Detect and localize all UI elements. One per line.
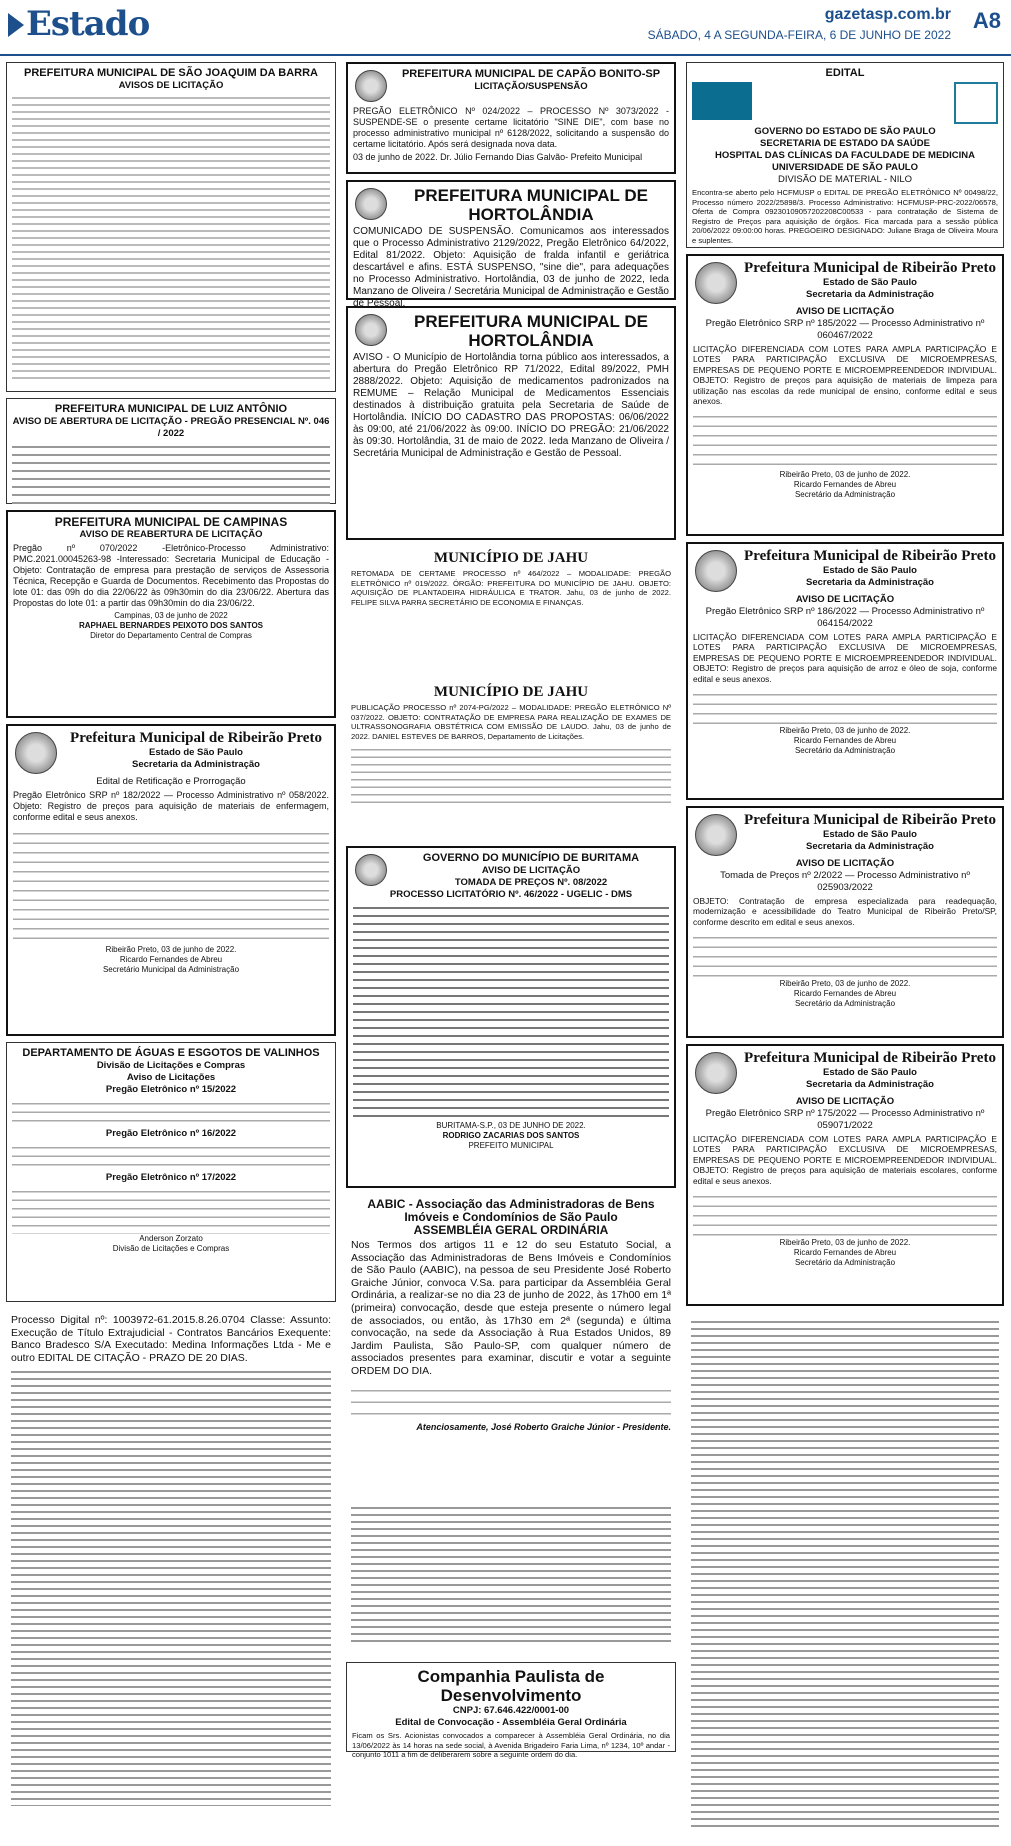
campinas-notice	[6, 510, 336, 718]
notice-body-filler	[12, 1140, 330, 1172]
notice-title: Prefeitura Municipal de Ribeirão Preto	[744, 812, 996, 828]
notice-process: Pregão Eletrônico SRP nº 185/2022 — Processo Administrativo nº 060467/2022	[705, 318, 985, 341]
signatory-role: Secretário Municipal da Administração	[102, 965, 240, 974]
ribeirao-preto-notice-2	[686, 254, 1004, 536]
signatory-role: Secretário da Administração	[794, 999, 896, 1009]
ribeirao-crest-icon	[15, 732, 57, 774]
notice-state: Estado de São Paulo	[823, 565, 917, 576]
notice-subtitle: Edital de Retificação e Prorrogação	[96, 776, 246, 787]
notice-subtitle: EDITAL	[825, 67, 865, 79]
signatory-role: PREFEITO MUNICIPAL	[468, 1141, 554, 1150]
edition-date: SÁBADO, 4 A SEGUNDA-FEIRA, 6 DE JUNHO DE 2022	[647, 28, 951, 42]
notice-title: DEPARTAMENTO DE ÁGUAS E ESGOTOS DE VALINHOS	[22, 1047, 320, 1059]
notice-body: Pregão Eletrônico SRP nº 182/2022 — Processo Administrativo nº 058/2022. Objeto: Registro de preços para aquisição de materiais de enfermagem, conforme edital e seus anexos.	[13, 790, 329, 822]
hc-gov: GOVERNO DO ESTADO DE SÃO PAULO	[754, 126, 936, 137]
notice-secretariat: Secretaria da Administração	[806, 841, 934, 852]
notice-body: AVISO - O Município de Hortolândia torna público aos interessados, a abertura do Pregão Eletrônico RP 71/2022, Edital 89/2022, PMH 2888/2022. Objeto: Aquisição de medicamentos padronizados na REMUME – Relação Municipal de Medicamentos Essenciais destinados à distribuição gratuita pela Secretaria de Saúde de Hortolândia. INÍCIO DO CADASTRO DAS PROPOSTAS: 06/06/2022 às 09:00, até 21/06/2022 às 09:00. INÍCIO DO PREGÃO: 21/06/2022 às 09:30. Hortolândia, 31 de maio de 2022. Ieda Manzano de Oliveira / Secretária Municipal de Administração e Gestão de Pessoal.	[353, 352, 669, 459]
cpd-notice	[346, 1662, 676, 1760]
notice-title: PREFEITURA MUNICIPAL DE HORTOLÂNDIA	[414, 186, 648, 224]
notice-subtitle-2: TOMADA DE PREÇOS Nº. 08/2022	[454, 877, 608, 888]
hc-fmusp-edital	[686, 62, 1004, 248]
notice-body-filler	[11, 1366, 331, 1806]
site-url: gazetasp.com.br	[824, 6, 951, 23]
notice-body-filler	[12, 92, 330, 382]
buritama-notice	[346, 846, 676, 1188]
notice-process: Pregão Eletrônico SRP nº 175/2022 — Processo Administrativo nº 059071/2022	[705, 1108, 985, 1131]
column-2	[346, 62, 676, 1780]
notice-body-filler	[12, 1096, 330, 1128]
signatory-role: Secretário da Administração	[794, 490, 896, 500]
notice-title: MUNICÍPIO DE JAHU	[433, 550, 589, 566]
notice-body: COMUNICADO DE SUSPENSÃO. Comunicamos aos interessados que o Processo Administrativo 2129/2022, Pregão Eletrônico 64/2022, Edital 81/2022. Objeto: Aquisição de fralda infantil e geriátrica descartável e afins. ESTÁ SUSPENSO, "sine die", para adequações no Processo Administrativo. Hortolândia, 03 de junho de 2022, Ieda Manzano de Oliveira / Secretária Municipal de Administração e Gestão de Pessoal.	[353, 226, 669, 309]
pregao-16: Pregão Eletrônico nº 16/2022	[105, 1128, 237, 1139]
capao-bonito-notice	[346, 62, 676, 174]
buritama-crest-icon	[355, 854, 387, 886]
signatory: RODRIGO ZACARIAS DOS SANTOS	[442, 1131, 580, 1140]
notice-body-filler	[12, 1184, 330, 1234]
notice-title: Prefeitura Municipal de Ribeirão Preto	[70, 730, 322, 746]
notice-body: RETOMADA DE CERTAME PROCESSO nº 464/2022 – MODALIDADE: PREGÃO ELETRÔNICO nº 019/2022. ÓRGÃO: PREFEITURA DO MUNICÍPIO DE JAHU. OBJETO: AQUISIÇÃO DE PLANTADEIRA HIDRÁULICA E TRATOR. Jahu, 03 de junho de 2022. FELIPE SILVA PARRA SECRETÁRIO DE ECONOMIA E FINANÇAS.	[351, 569, 671, 607]
notice-body: Encontra-se aberto pelo HCFMUSP o EDITAL DE PREGÃO ELETRÔNICO Nº 00498/22, Processo número 2022/25898/3. Processo Administrativo: HCFMUSP-PRC-2022/06578, Oferta de Compra 09230109057202208C00533 - para contratação de Sistema de Registro de Preços para aquisição de órgãos. Fica marcada para a sessão pública 20/06/2022 09:00:00 horas. PREGOEIRO DESIGNADO: Juliane Braga de Oliveira Moura e suplentes.	[692, 188, 998, 245]
notice-body-filler	[353, 901, 669, 1121]
notice-process: Pregão Eletrônico SRP nº 186/2022 — Processo Administrativo nº 064154/2022	[705, 606, 985, 629]
hc-sec: SECRETARIA DE ESTADO DA SAÚDE	[760, 138, 930, 149]
ribeirao-crest-icon	[695, 262, 737, 304]
signatory: Ricardo Fernandes de Abreu	[793, 1248, 897, 1258]
notice-subtitle: Edital de Convocação - Assembléia Geral Ordinária	[395, 1717, 627, 1728]
processo-digital-notice	[6, 1308, 336, 1846]
notice-secretariat: Secretaria da Administração	[806, 1079, 934, 1090]
pregao-15: Pregão Eletrônico nº 15/2022	[105, 1084, 237, 1095]
notice-subtitle: AVISO DE ABERTURA DE LICITAÇÃO - PREGÃO PRESENCIAL Nº. 046 / 2022	[12, 416, 330, 439]
notice-body: Pregão nº 070/2022 -Eletrônico-Processo Administrativo: PMC.2021.00045263-98 -Interessado: Secretaria Municipal de Educação -Objeto: Contratação de empresa para prestação de serviços de Assessoria Técnica, Recepção e Guarda de Documentos. Recebimento das Propostas do lote 01: das 09h do dia 22/06/22 às 09h30min do dia 23/06/22. Abertura das Propostas do lote 01: a partir das 09h30min do dia 23/06/22.	[13, 543, 329, 608]
signatory-role: Diretor do Departamento Central de Compras	[90, 631, 252, 640]
notice-subtitle: AVISO DE LICITAÇÃO	[795, 306, 895, 317]
signatory-role: Secretário da Administração	[794, 746, 896, 756]
notice-subtitle: AVISO DE LICITAÇÃO	[795, 858, 895, 869]
notice-body-filler	[12, 440, 330, 506]
notice-title: AABIC - Associação das Administradoras de Bens Imóveis e Condomínios de São Paulo	[367, 1197, 655, 1224]
notice-date: Ribeirão Preto, 03 de junho de 2022.	[779, 470, 911, 480]
column-1	[6, 62, 336, 1780]
signatory: Ricardo Fernandes de Abreu	[793, 480, 897, 490]
notice-subtitle: ASSEMBLÉIA GERAL ORDINÁRIA	[413, 1223, 609, 1237]
notice-body-filler	[351, 743, 671, 803]
notice-title: Prefeitura Municipal de Ribeirão Preto	[744, 260, 996, 276]
notice-state: Estado de São Paulo	[823, 829, 917, 840]
notice-body: PREGÃO ELETRÔNICO Nº 024/2022 – PROCESSO Nº 3073/2022 - SUSPENDE-SE o presente certame licitatório "SINE DIE", com base no processo administrativo municipal nº 6128/2022, solicitando a suspensão do certame licitatório. Após será designada nova data.	[353, 106, 669, 149]
signatory: Atenciosamente, José Roberto Graiche Júnior - Presidente.	[416, 1421, 671, 1432]
logo-arrow-icon	[8, 13, 24, 37]
notice-date: Ribeirão Preto, 03 de junho de 2022.	[779, 1238, 911, 1248]
notice-body-filler	[13, 825, 329, 945]
notice-title: PREFEITURA MUNICIPAL DE CAMPINAS	[54, 515, 288, 529]
notice-subtitle: AVISO DE LICITAÇÃO	[481, 865, 581, 876]
ribeirao-preto-notice-4	[686, 806, 1004, 1038]
notice-title: PREFEITURA MUNICIPAL DE CAPÃO BONITO-SP	[401, 68, 661, 80]
notice-body-filler	[691, 1316, 999, 1831]
hc-div: DIVISÃO DE MATERIAL - NILO	[777, 174, 913, 185]
ribeirao-preto-notice-1	[6, 724, 336, 1036]
notice-title: Prefeitura Municipal de Ribeirão Preto	[744, 1050, 996, 1066]
notice-subtitle: AVISOS DE LICITAÇÃO	[118, 80, 224, 91]
sp-government-logo-icon	[692, 82, 752, 120]
notice-date: Campinas, 03 de junho de 2022	[114, 611, 228, 620]
notice-process: Tomada de Preços nº 2/2022 — Processo Administrativo nº 025903/2022	[720, 870, 970, 893]
notice-title: PREFEITURA MUNICIPAL DE LUIZ ANTÔNIO	[54, 403, 288, 415]
notice-title: Prefeitura Municipal de Ribeirão Preto	[744, 548, 996, 564]
page-number: A8	[972, 8, 1001, 33]
notice-subtitle-3: PROCESSO LICITATÓRIO Nº. 46/2022 - UGELIC - DMS	[389, 889, 633, 900]
notice-body: Nos Termos dos artigos 11 e 12 do seu Estatuto Social, a Associação das Administradoras de Bens Imóveis e Condomínios de São Paulo (AABIC), na pessoa de seu Presidente José Roberto Graiche Júnior, convoca V.Sa. para participar da Assembléia Geral Ordinária, a realizar-se no dia 23 de junho de 2022, às 17h00 em 1ª (primeira) convocação, desde que esteja presente o número legal de associados, ou então, às 17h30 em 2ª (segunda) e última convocação, na sede da Associação à Rua Estados Unidos, 89 Jardim Paulista, São Paulo-SP, com qualquer número de associados presentes para examinar, discutir e votar a seguinte ORDEM DO DIA.	[351, 1239, 671, 1377]
column-3	[686, 62, 1004, 1780]
aabic-notice	[346, 1194, 676, 1492]
notice-body-filler	[351, 1502, 671, 1647]
hc-univ: UNIVERSIDADE DE SÃO PAULO	[771, 162, 919, 173]
ribeirao-preto-notice-3	[686, 542, 1004, 800]
notice-state: Estado de São Paulo	[149, 747, 243, 758]
notice-body-filler	[351, 1380, 671, 1420]
notice-state: Estado de São Paulo	[823, 277, 917, 288]
notice-body: Ficam os Srs. Acionistas convocados a comparecer à Assembléia Geral Ordinária, no dia 13/06/2022 às 14 horas na sede social, à Avenida Brigadeiro Faria Lima, nº 1234, 10º andar - conjunto 1011 a fim de deliberarem sobre a seguinte ordem do dia.	[352, 1731, 670, 1760]
capao-crest-icon	[355, 70, 387, 102]
sao-joaquim-barra-notice	[6, 62, 336, 392]
notice-subtitle: AVISO DE LICITAÇÃO	[795, 594, 895, 605]
notice-secretariat: Secretaria da Administração	[132, 759, 260, 770]
hortolandia-suspension	[346, 180, 676, 309]
notice-body-filler	[693, 1188, 997, 1238]
notice-subtitle: AVISO DE LICITAÇÃO	[795, 1096, 895, 1107]
signatory-role: Divisão de Licitações e Compras	[112, 1244, 230, 1253]
notice-subtitle: LICITAÇÃO/SUSPENSÃO	[474, 81, 588, 92]
notice-body-filler	[693, 929, 997, 979]
notice-date: 03 de junho de 2022. Dr. Júlio Fernando Dias Galvão- Prefeito Municipal	[353, 152, 643, 162]
notice-subtitle: AVISO DE REABERTURA DE LICITAÇÃO	[79, 529, 263, 540]
notice-subtitle-2: Aviso de Licitações	[126, 1072, 216, 1083]
notice-date: Ribeirão Preto, 03 de junho de 2022.	[779, 726, 911, 736]
logo-text: Estado	[26, 4, 150, 44]
signatory-role: Secretário da Administração	[794, 1258, 896, 1268]
notice-date: Ribeirão Preto, 03 de junho de 2022.	[105, 945, 237, 954]
notice-body-filler	[693, 686, 997, 726]
notice-cnpj: CNPJ: 67.646.422/0001-00	[452, 1705, 570, 1716]
hortolandia-aviso	[346, 306, 676, 540]
court-editais-block	[686, 1312, 1004, 1840]
jahu-notice-1	[346, 546, 676, 674]
daev-valinhos-notice	[6, 1042, 336, 1302]
notice-title: MUNICÍPIO DE JAHU	[433, 684, 589, 700]
notice-body: Processo Digital nº: 1003972-61.2015.8.26.0704 Classe: Assunto: Execução de Título Extrajudicial - Contratos Bancários Exequente: Banco Bradesco S/A Executado: Medina Informações Ltda - Me e outro EDITAL DE CITAÇÃO - PRAZO DE 20 DIAS.	[11, 1314, 331, 1364]
notice-body-filler	[693, 408, 997, 470]
estado-logo	[8, 4, 149, 44]
newspaper-header	[0, 0, 1011, 56]
notice-body: LICITAÇÃO DIFERENCIADA COM LOTES PARA AMPLA PARTICIPAÇÃO E LOTES PARA PARTICIPAÇÃO EXCLUSIVA DE MICROEMPRESAS, EMPRESAS DE PEQUENO PORTE E MICROEMPREENDEDOR INDIVIDUAL. OBJETO: Registro de preços para aquisição de materiais de limpeza para utilização nas escolas da rede municipal de ensino, conforme edital e seus anexos.	[693, 344, 997, 407]
ribeirao-crest-icon	[695, 550, 737, 592]
hortolandia-crest-icon	[355, 314, 387, 346]
notice-title: Companhia Paulista de Desenvolvimento	[417, 1667, 605, 1705]
signatory: Anderson Zorzato	[139, 1234, 203, 1243]
notice-state: Estado de São Paulo	[823, 1067, 917, 1078]
signatory: Ricardo Fernandes de Abreu	[793, 736, 897, 746]
pregao-17: Pregão Eletrônico nº 17/2022	[105, 1172, 237, 1183]
signatory: RAPHAEL BERNARDES PEIXOTO DOS SANTOS	[78, 621, 264, 630]
notice-body: PUBLICAÇÃO PROCESSO nº 2074-PG/2022 – MODALIDADE: PREGÃO ELETRÔNICO Nº 037/2022. OBJETO: CONTRATAÇÃO DE EMPRESA PARA REALIZAÇÃO DE EXAMES DE ULTRASSONOGRAFIA OBSTÉTRICA COM EMISSÃO DE LAUDO. Jahu, 03 de junho de 2022. DANIEL ESTEVES DE BARROS, Departamento de Licitações.	[351, 703, 671, 741]
notice-title: PREFEITURA MUNICIPAL DE SÃO JOAQUIM DA BARRA	[24, 67, 318, 79]
ribeirao-crest-icon	[695, 814, 737, 856]
notice-body: LICITAÇÃO DIFERENCIADA COM LOTES PARA AMPLA PARTICIPAÇÃO E LOTES PARA PARTICIPAÇÃO EXCLUSIVA DE MICROEMPRESAS, EMPRESAS DE PEQUENO PORTE E MICROEMPREENDEDOR INDIVIDUAL. OBJETO: Registro de preços para aquisição de materiais escolares, conforme edital e seus anexos.	[693, 1134, 997, 1186]
notice-date: Ribeirão Preto, 03 de junho de 2022.	[779, 979, 911, 989]
notice-secretariat: Secretaria da Administração	[806, 577, 934, 588]
hc-hosp: HOSPITAL DAS CLÍNICAS DA FACULDADE DE MEDICINA	[714, 150, 976, 161]
notice-date: BURITAMA-S.P., 03 DE JUNHO DE 2022.	[436, 1121, 586, 1130]
signatory: Ricardo Fernandes de Abreu	[793, 989, 897, 999]
notice-title: GOVERNO DO MUNICÍPIO DE BURITAMA	[422, 852, 640, 864]
jahu-notice-2	[346, 680, 676, 840]
edital-citacao-block	[346, 1498, 676, 1656]
luiz-antonio-notice	[6, 398, 336, 504]
signatory: Ricardo Fernandes de Abreu	[119, 955, 223, 964]
notice-secretariat: Secretaria da Administração	[806, 289, 934, 300]
notice-title: PREFEITURA MUNICIPAL DE HORTOLÂNDIA	[414, 312, 648, 350]
hc-logo-icon	[954, 82, 998, 124]
notice-body: OBJETO: Contratação de empresa especializada para readequação, modernização e acessibilidade do Teatro Municipal de Ribeirão Preto/SP, conforme descrito em edital e seus anexos.	[693, 896, 997, 927]
notice-subtitle: Divisão de Licitações e Compras	[96, 1060, 246, 1071]
ribeirao-crest-icon	[695, 1052, 737, 1094]
hortolandia-crest-icon	[355, 188, 387, 220]
ribeirao-preto-notice-5	[686, 1044, 1004, 1306]
notice-body: LICITAÇÃO DIFERENCIADA COM LOTES PARA AMPLA PARTICIPAÇÃO E LOTES PARA PARTICIPAÇÃO EXCLUSIVA DE MICROEMPRESAS, EMPRESAS DE PEQUENO PORTE E MICROEMPREENDEDOR INDIVIDUAL. OBJETO: Registro de preços para aquisição de arroz e óleo de soja, conforme edital e seus anexos.	[693, 632, 997, 684]
